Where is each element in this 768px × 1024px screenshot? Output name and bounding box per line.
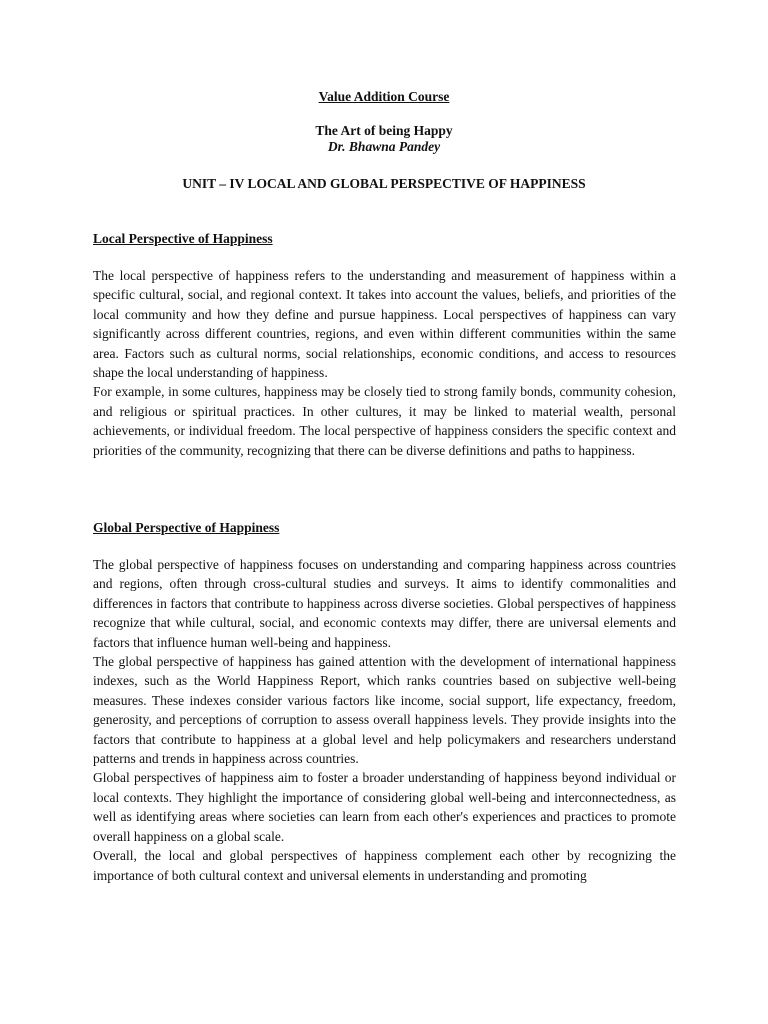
paragraph: The global perspective of happiness has gained attention with the development of international happiness indexes, such as the World Happiness Report, which ranks countries based on subjective well-being measures. These indexes consider various factors like income, social support, life expectancy, freedom, generosity, and perceptions of corruption to assess overall happiness levels. They provide insights into the factors that contribute to happiness at a global level and help policymakers and researchers understand patterns and trends in happiness across countries. <box>93 654 676 767</box>
section-heading-global: Global Perspective of Happiness <box>93 520 280 535</box>
book-title: The Art of being Happy <box>315 123 453 138</box>
section-body-global <box>93 555 676 885</box>
paragraph: The global perspective of happiness focuses on understanding and comparing happiness across countries and regions, often through cross-cultural studies and surveys. It aims to identify commonalities and differences in factors that contribute to happiness across diverse societies. Global perspectives of happiness recognize that while cultural, social, and economic contexts may differ, there are universal elements and factors that influence human well-being and happiness. <box>93 557 676 650</box>
unit-title: UNIT – IV LOCAL AND GLOBAL PERSPECTIVE OF HAPPINESS <box>182 176 586 191</box>
paragraph: Overall, the local and global perspectives of happiness complement each other by recognizing the importance of both cultural context and universal elements in understanding and promoting <box>93 848 676 883</box>
section-heading-local: Local Perspective of Happiness <box>93 231 273 246</box>
paragraph: For example, in some cultures, happiness may be closely tied to strong family bonds, community cohesion, and religious or spiritual practices. In other cultures, it may be linked to material wealth, personal achievements, or individual freedom. The local perspective of happiness considers the specific context and priorities of the community, recognizing that there can be diverse definitions and paths to happiness. <box>93 384 676 458</box>
paragraph: The local perspective of happiness refers to the understanding and measurement of happiness within a specific cultural, social, and regional context. It takes into account the values, beliefs, and priorities of the local community and how they define and pursue happiness. Local perspectives of happiness can vary significantly across different countries, regions, and even within different communities within the same area. Factors such as cultural norms, social relationships, economic conditions, and access to resources shape the local understanding of happiness. <box>93 268 676 381</box>
section-body-local <box>93 266 676 460</box>
paragraph: Global perspectives of happiness aim to foster a broader understanding of happiness beyond individual or local contexts. They highlight the importance of considering global well-being and interconnectedness, as well as identifying areas where societies can learn from each other's experiences and practices to promote overall happiness on a global scale. <box>93 770 676 844</box>
author-name: Dr. Bhawna Pandey <box>327 139 441 154</box>
course-title: Value Addition Course <box>318 89 450 104</box>
